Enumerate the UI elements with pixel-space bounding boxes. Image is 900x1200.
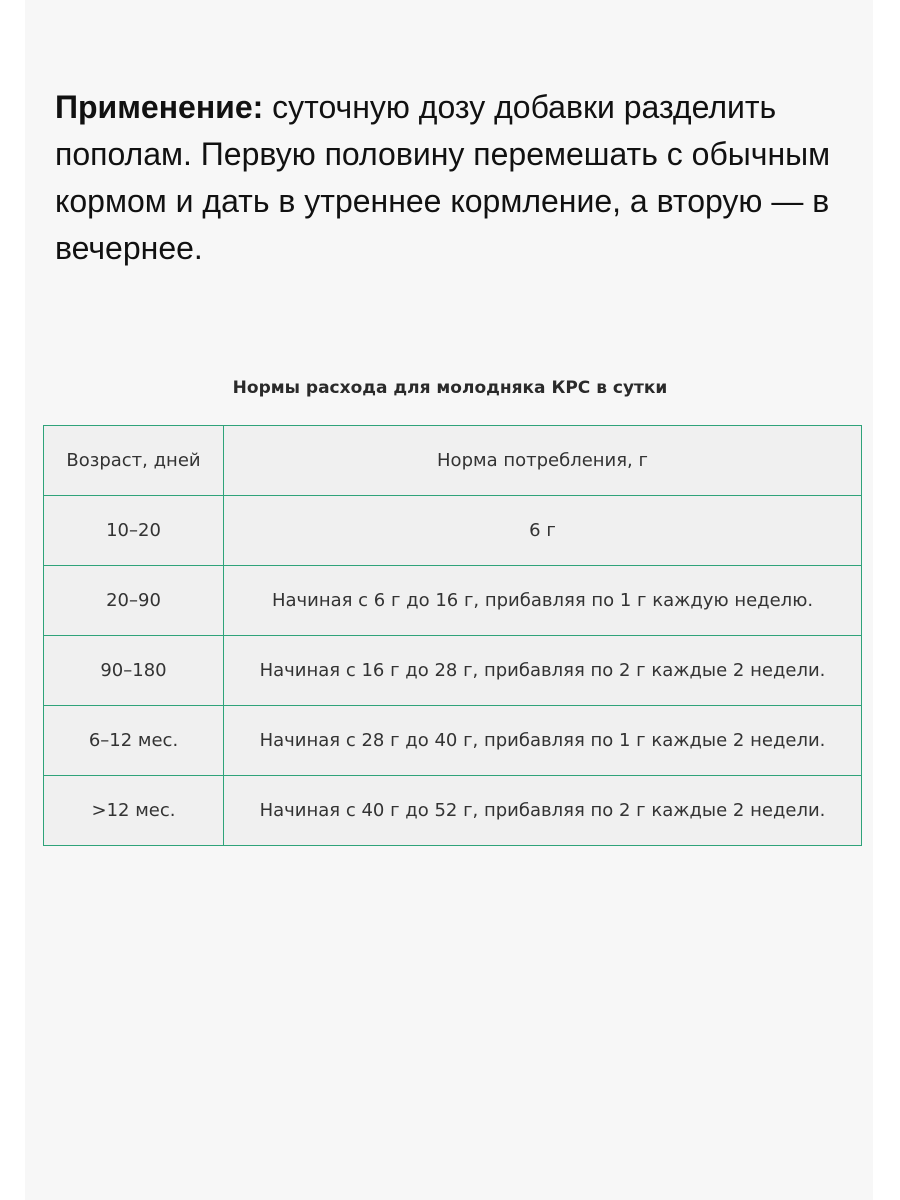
application-text: суточную дозу добавки разделить пополам. Первую половину перемешать с обычным кормом и дать в утреннее кормление, а вторую — в вечернее. [55, 89, 831, 266]
age-cell: 6–12 мес. [44, 706, 224, 776]
table-row [44, 706, 862, 776]
norm-cell: 6 г [224, 496, 862, 566]
norm-cell: Начиная с 40 г до 52 г, прибавляя по 2 г каждые 2 недели. [224, 776, 862, 846]
norm-cell: Начиная с 16 г до 28 г, прибавляя по 2 г каждые 2 недели. [224, 636, 862, 706]
norm-cell: Начиная с 28 г до 40 г, прибавляя по 1 г каждые 2 недели. [224, 706, 862, 776]
norm-cell: Начиная с 6 г до 16 г, прибавляя по 1 г каждую неделю. [224, 566, 862, 636]
age-cell: 90–180 [44, 636, 224, 706]
application-label: Применение: [55, 89, 264, 125]
age-cell: >12 мес. [44, 776, 224, 846]
age-cell: 20–90 [44, 566, 224, 636]
header-age: Возраст, дней [44, 426, 224, 496]
table-row [44, 636, 862, 706]
page [25, 0, 873, 1200]
age-cell: 10–20 [44, 496, 224, 566]
table-header-row [44, 426, 862, 496]
header-norm: Норма потребления, г [224, 426, 862, 496]
table-title: Нормы расхода для молодняка КРС в сутки [232, 378, 668, 398]
table-row [44, 776, 862, 846]
table-row [44, 496, 862, 566]
table-row [44, 566, 862, 636]
application-paragraph [55, 84, 855, 272]
norms-table [43, 425, 862, 846]
